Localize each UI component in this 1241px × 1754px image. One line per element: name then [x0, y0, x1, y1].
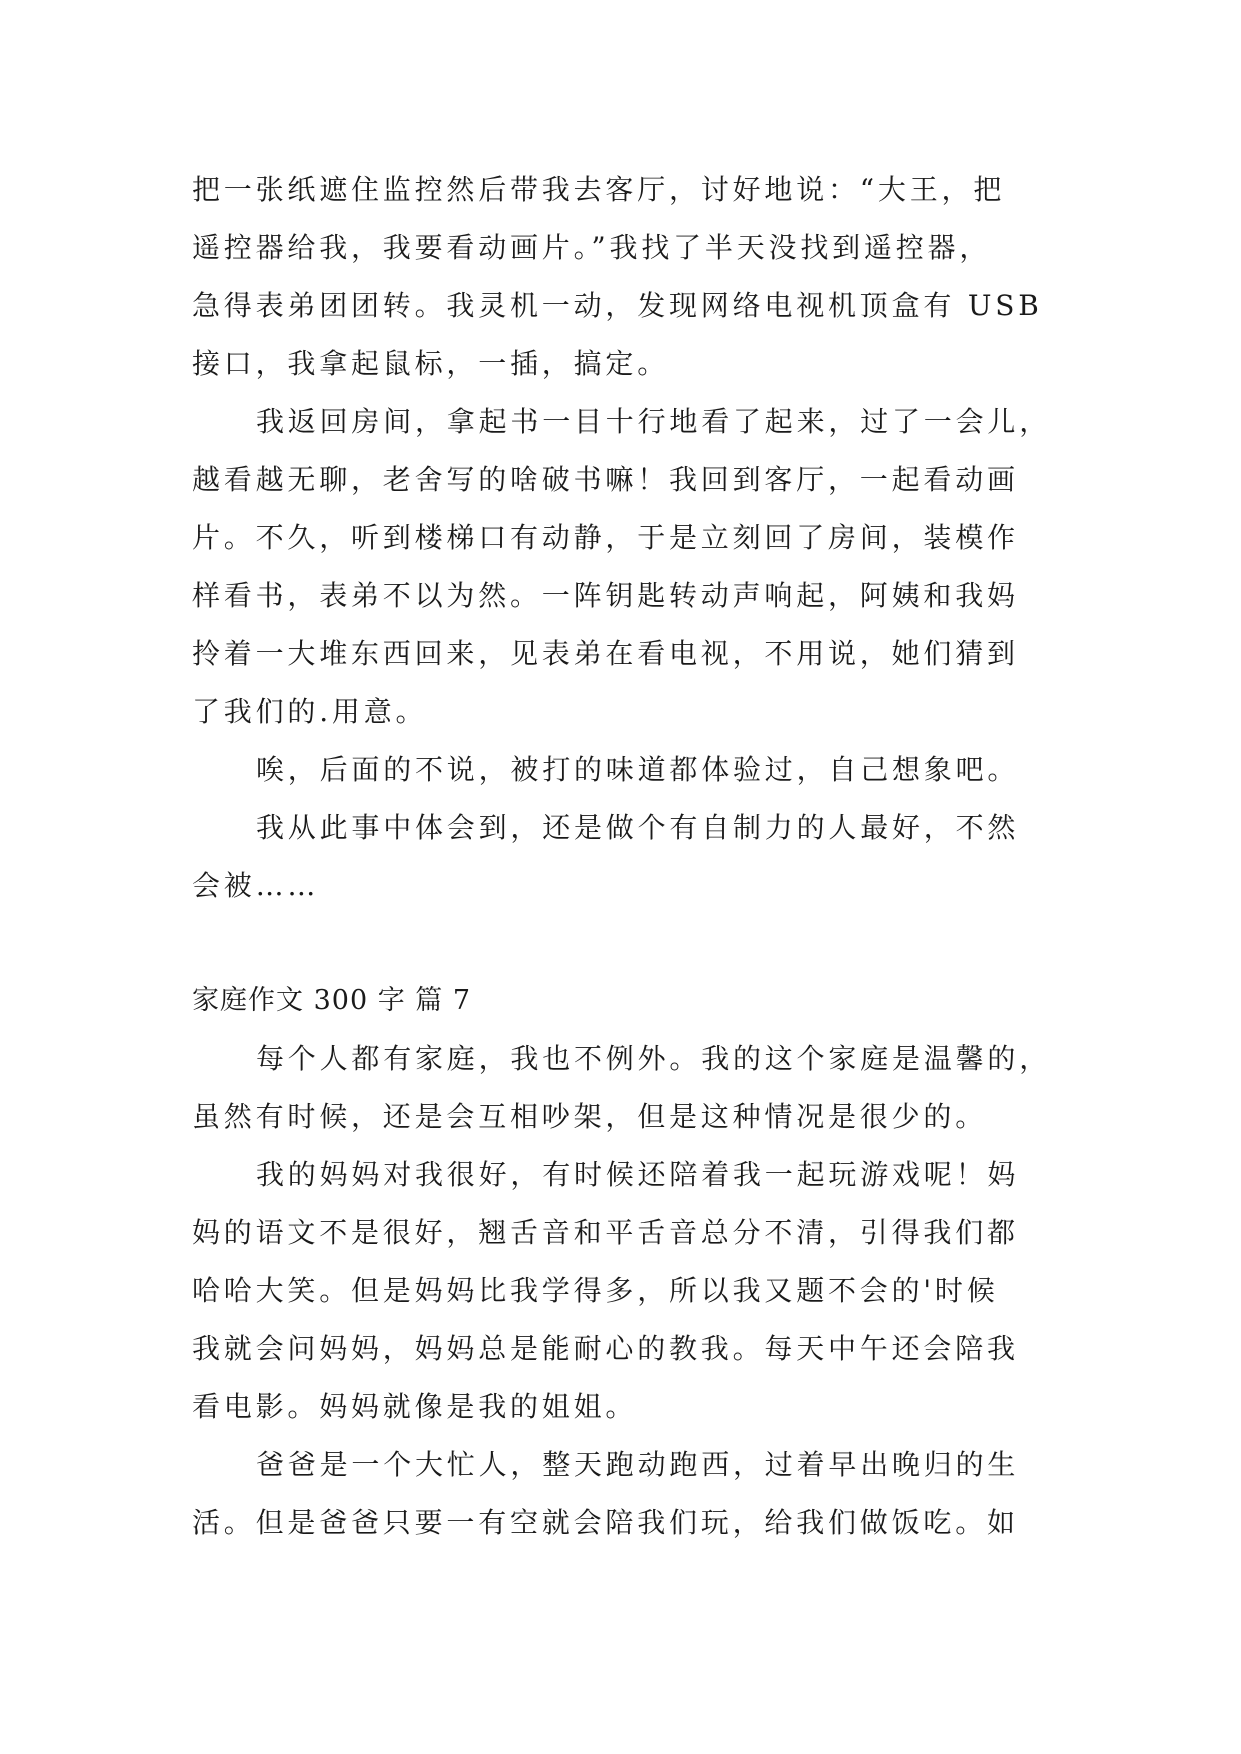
paragraph-line: 片。不久，听到楼梯口有动静，于是立刻回了房间，装模作 [192, 521, 1019, 554]
paragraph-line: 虽然有时候，还是会互相吵架，但是这种情况是很少的。 [192, 1100, 988, 1133]
paragraph-line: 了我们的.用意。 [192, 695, 428, 728]
paragraph-line: 唉，后面的不说，被打的味道都体验过，自己想象吧。 [256, 753, 1020, 786]
paragraph-line: 我返回房间，拿起书一目十行地看了起来，过了一会儿， [256, 405, 1052, 438]
paragraph-line: 拎着一大堆东西回来，见表弟在看电视，不用说，她们猜到 [192, 637, 1019, 670]
section-heading: 家庭作文 300 字 篇 7 [192, 985, 472, 1016]
paragraph-line: 爸爸是一个大忙人，整天跑动跑西，过着早出晚归的生 [256, 1448, 1020, 1481]
paragraph-line: 每个人都有家庭，我也不例外。我的这个家庭是温馨的， [256, 1042, 1052, 1075]
paragraph-line: 急得表弟团团转。我灵机一动，发现网络电视机顶盒有 USB [192, 289, 1043, 322]
paragraph-line: 越看越无聊，老舍写的啥破书嘛！我回到客厅，一起看动画 [192, 463, 1019, 496]
paragraph-line: 我就会问妈妈，妈妈总是能耐心的教我。每天中午还会陪我 [192, 1332, 1019, 1365]
paragraph-line: 样看书，表弟不以为然。一阵钥匙转动声响起，阿姨和我妈 [192, 579, 1019, 612]
paragraph-line: 看电影。妈妈就像是我的姐姐。 [192, 1390, 638, 1423]
paragraph-line: 活。但是爸爸只要一有空就会陪我们玩，给我们做饭吃。如 [192, 1506, 1019, 1539]
paragraph-line: 妈的语文不是很好，翘舌音和平舌音总分不清，引得我们都 [192, 1216, 1019, 1249]
paragraph-line: 接口，我拿起鼠标，一插，搞定。 [192, 347, 670, 380]
paragraph-line: 会被…… [192, 869, 320, 902]
paragraph-line: 我从此事中体会到，还是做个有自制力的人最好，不然 [256, 811, 1020, 844]
paragraph-line: 我的妈妈对我很好，有时候还陪着我一起玩游戏呢！妈 [256, 1158, 1020, 1191]
paragraph-line: 把一张纸遮住监控然后带我去客厅，讨好地说：“大王，把 [192, 173, 1006, 206]
paragraph-line: 遥控器给我，我要看动画片。”我找了半天没找到遥控器， [192, 231, 992, 264]
paragraph-line: 哈哈大笑。但是妈妈比我学得多，所以我又题不会的'时候 [192, 1274, 999, 1307]
